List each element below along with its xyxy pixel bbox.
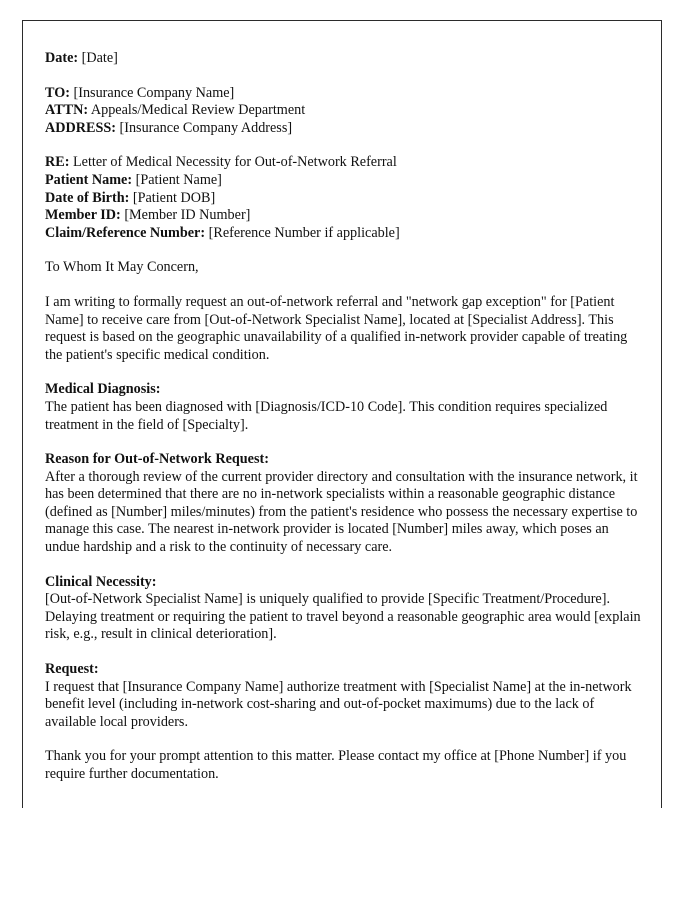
- date-block: [45, 50, 646, 68]
- section-heading: Reason for Out-of-Network Request:: [45, 451, 269, 468]
- attn-label: ATTN:: [45, 102, 89, 119]
- date-line: [45, 50, 646, 68]
- date-of-birth-label: Date of Birth:: [45, 189, 130, 206]
- re-label: RE:: [45, 154, 70, 171]
- reference-block: [45, 154, 646, 242]
- opening-paragraph: I am writing to formally request an out-of-network referral and "network gap exception" for [Patient Name] to receive care from [Out-of-Network Specialist Name], located at [Specialist Address]. This request is based on the geographic unavailability of a qualified in-network provider capable of treating the patient's specific medical condition.: [45, 293, 628, 363]
- section-body: After a thorough review of the current provider directory and consultation with the insurance network, it has been determined that there are no in-network specialists within a reasonable geographic distance (defined as [Number] miles/minutes) from the patient's residence who possess the necessary expertise to manage this case. The nearest in-network provider is located [Number] miles away, which poses an undue hardship and a risk to the continuity of necessary care.: [45, 468, 638, 556]
- section-body: The patient has been diagnosed with [Diagnosis/ICD-10 Code]. This condition requires specialized treatment in the field of [Specialty].: [45, 398, 608, 433]
- date-label: Date:: [45, 50, 79, 66]
- date-of-birth-line: [45, 190, 646, 208]
- address-value: [Insurance Company Address]: [119, 119, 293, 136]
- recipient-block: [45, 85, 646, 138]
- to-line: [45, 85, 646, 103]
- date-value: [Date]: [81, 50, 118, 66]
- claim-reference-value: [Reference Number if applicable]: [208, 224, 400, 241]
- address-line: [45, 120, 646, 138]
- claim-reference-line: [45, 225, 646, 243]
- section-medical-diagnosis: [45, 381, 646, 434]
- closing-paragraph-block: [45, 748, 646, 783]
- section-clinical-necessity: [45, 574, 646, 644]
- salutation: To Whom It May Concern,: [45, 259, 199, 276]
- to-label: TO:: [45, 84, 70, 101]
- section-heading: Clinical Necessity:: [45, 573, 157, 590]
- document-page: [22, 20, 662, 808]
- member-id-value: [Member ID Number]: [124, 207, 251, 224]
- opening-paragraph-block: [45, 294, 646, 364]
- date-of-birth-value: [Patient DOB]: [132, 189, 216, 206]
- patient-name-label: Patient Name:: [45, 171, 133, 188]
- member-id-line: [45, 207, 646, 225]
- attn-line: [45, 102, 646, 120]
- section-body: [Out-of-Network Specialist Name] is uniquely qualified to provide [Specific Treatment/Procedure]. Delaying treatment or requiring the patient to travel beyond a reasonable geographic area would [explain risk, e.g., result in clinical deterioration].: [45, 591, 641, 643]
- section-heading: Request:: [45, 661, 99, 678]
- re-line: [45, 154, 646, 172]
- section-body: I request that [Insurance Company Name] authorize treatment with [Specialist Name] at the in-network benefit level (including in-network cost-sharing and out-of-pocket maximums) due to the lack of available local providers.: [45, 678, 632, 730]
- patient-name-value: [Patient Name]: [135, 171, 222, 188]
- salutation-block: [45, 259, 646, 277]
- section-request: [45, 661, 646, 731]
- patient-name-line: [45, 172, 646, 190]
- section-heading: Medical Diagnosis:: [45, 381, 161, 398]
- re-value: Letter of Medical Necessity for Out-of-Network Referral: [72, 154, 397, 171]
- member-id-label: Member ID:: [45, 207, 121, 224]
- address-label: ADDRESS:: [45, 119, 116, 136]
- to-value: [Insurance Company Name]: [73, 84, 235, 101]
- claim-reference-label: Claim/Reference Number:: [45, 224, 206, 241]
- closing-paragraph: Thank you for your prompt attention to this matter. Please contact my office at [Phone Number] if you require further documentation.: [45, 748, 627, 782]
- attn-value: Appeals/Medical Review Department: [90, 102, 306, 119]
- document-body: [45, 50, 646, 784]
- section-reason-for-out-of-network-request: [45, 451, 646, 557]
